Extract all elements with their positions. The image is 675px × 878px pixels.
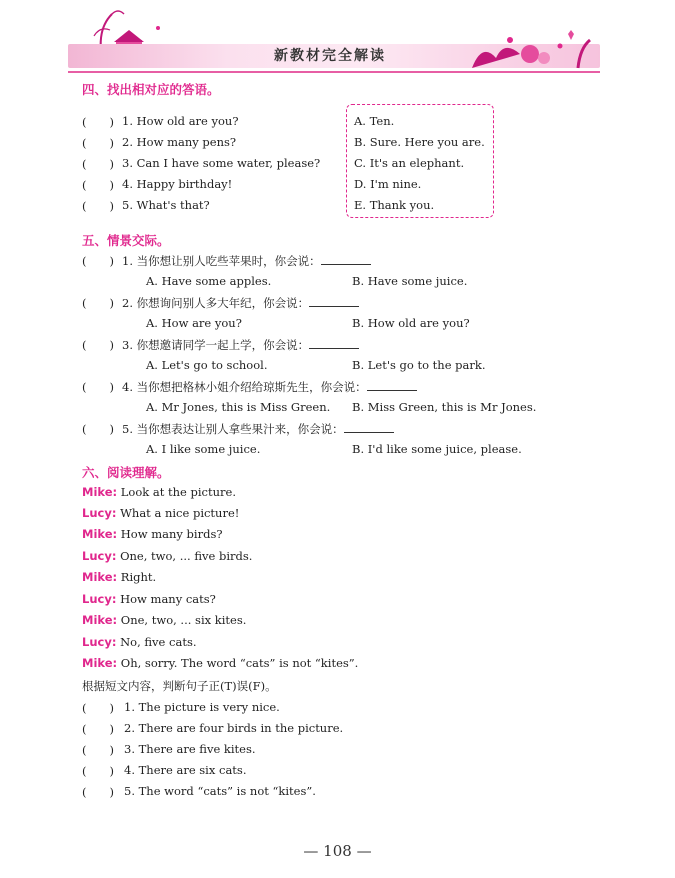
- answer-blank[interactable]: [367, 380, 417, 391]
- answer-slot[interactable]: ( ): [82, 743, 114, 757]
- scenario-question: 5. 当你想表达让别人拿些果汁来，你会说：: [122, 421, 394, 437]
- answer-slot[interactable]: ( ): [82, 157, 114, 171]
- answer-slot[interactable]: ( ): [82, 115, 114, 129]
- scenario-question: 2. 你想询问别人多大年纪，你会说：: [122, 295, 359, 311]
- instruction: 根据短文内容，判断句子正(T)误(F)。: [82, 679, 277, 693]
- dialogue-line: Mike: Oh, sorry. The word “cats” is not “kites”.: [82, 656, 359, 670]
- section6-title: 六、阅读理解。: [82, 465, 170, 480]
- question-text: 5. What's that?: [122, 198, 210, 212]
- option-a: A. Let's go to school.: [146, 358, 268, 372]
- dialogue-line: Lucy: One, two, ... five birds.: [82, 549, 253, 563]
- page-number: — 108 —: [303, 842, 372, 860]
- header-divider: [68, 71, 600, 73]
- option-b: B. How old are you?: [352, 316, 470, 330]
- answer-slot[interactable]: ( ): [82, 254, 114, 268]
- dialogue-line: Lucy: What a nice picture!: [82, 506, 240, 520]
- question-text: 2. How many pens?: [122, 135, 237, 149]
- bubbles-decoration-icon: [470, 28, 600, 70]
- dialogue-line: Mike: Look at the picture.: [82, 485, 236, 499]
- option-a: A. How are you?: [146, 316, 242, 330]
- statement-text: 2. There are four birds in the picture.: [124, 721, 344, 735]
- statement-text: 3. There are five kites.: [124, 742, 256, 756]
- answer-slot[interactable]: ( ): [82, 178, 114, 192]
- answer-slot[interactable]: ( ): [82, 422, 114, 436]
- answer-option: D. I'm nine.: [354, 177, 422, 191]
- answer-option: B. Sure. Here you are.: [354, 135, 485, 149]
- header-title: 新教材完全解读: [274, 48, 386, 64]
- statement-text: 1. The picture is very nice.: [124, 700, 280, 714]
- answer-option: A. Ten.: [354, 114, 395, 128]
- statement-text: 4. There are six cats.: [124, 763, 247, 777]
- page-header: [0, 0, 675, 80]
- question-text: 3. Can I have some water, please?: [122, 156, 321, 170]
- answer-slot[interactable]: ( ): [82, 199, 114, 213]
- answer-slot[interactable]: ( ): [82, 338, 114, 352]
- answer-slot[interactable]: ( ): [82, 380, 114, 394]
- section5-title: 五、情景交际。: [82, 233, 170, 248]
- question-text: 4. Happy birthday!: [122, 177, 233, 191]
- answer-blank[interactable]: [309, 338, 359, 349]
- option-b: B. Have some juice.: [352, 274, 468, 288]
- answer-slot[interactable]: ( ): [82, 296, 114, 310]
- option-a: A. Have some apples.: [146, 274, 272, 288]
- answer-slot[interactable]: ( ): [82, 764, 114, 778]
- option-a: A. I like some juice.: [146, 442, 261, 456]
- option-a: A. Mr Jones, this is Miss Green.: [146, 400, 331, 414]
- answer-blank[interactable]: [309, 296, 359, 307]
- answer-option: C. It's an elephant.: [354, 156, 465, 170]
- answer-option: E. Thank you.: [354, 198, 435, 212]
- scenario-question: 3. 你想邀请同学一起上学，你会说：: [122, 337, 359, 353]
- answer-slot[interactable]: ( ): [82, 722, 114, 736]
- question-text: 1. How old are you?: [122, 114, 239, 128]
- dialogue-line: Mike: One, two, ... six kites.: [82, 613, 247, 627]
- option-b: B. Miss Green, this is Mr Jones.: [352, 400, 537, 414]
- answer-blank[interactable]: [321, 254, 371, 265]
- scenario-question: 1. 当你想让别人吃些苹果时，你会说：: [122, 253, 371, 269]
- option-b: B. I'd like some juice, please.: [352, 442, 522, 456]
- dialogue-line: Mike: How many birds?: [82, 527, 223, 541]
- statement-text: 5. The word “cats” is not “kites”.: [124, 784, 316, 798]
- dialogue-line: Mike: Right.: [82, 570, 157, 584]
- section4-title: 四、找出相对应的答语。: [82, 82, 220, 97]
- dialogue-line: Lucy: How many cats?: [82, 592, 216, 606]
- answer-slot[interactable]: ( ): [82, 701, 114, 715]
- answer-slot[interactable]: ( ): [82, 136, 114, 150]
- answer-blank[interactable]: [344, 422, 394, 433]
- answer-slot[interactable]: ( ): [82, 785, 114, 799]
- option-b: B. Let's go to the park.: [352, 358, 486, 372]
- scenario-question: 4. 当你想把格林小姐介绍给琼斯先生，你会说：: [122, 379, 417, 395]
- dialogue-line: Lucy: No, five cats.: [82, 635, 197, 649]
